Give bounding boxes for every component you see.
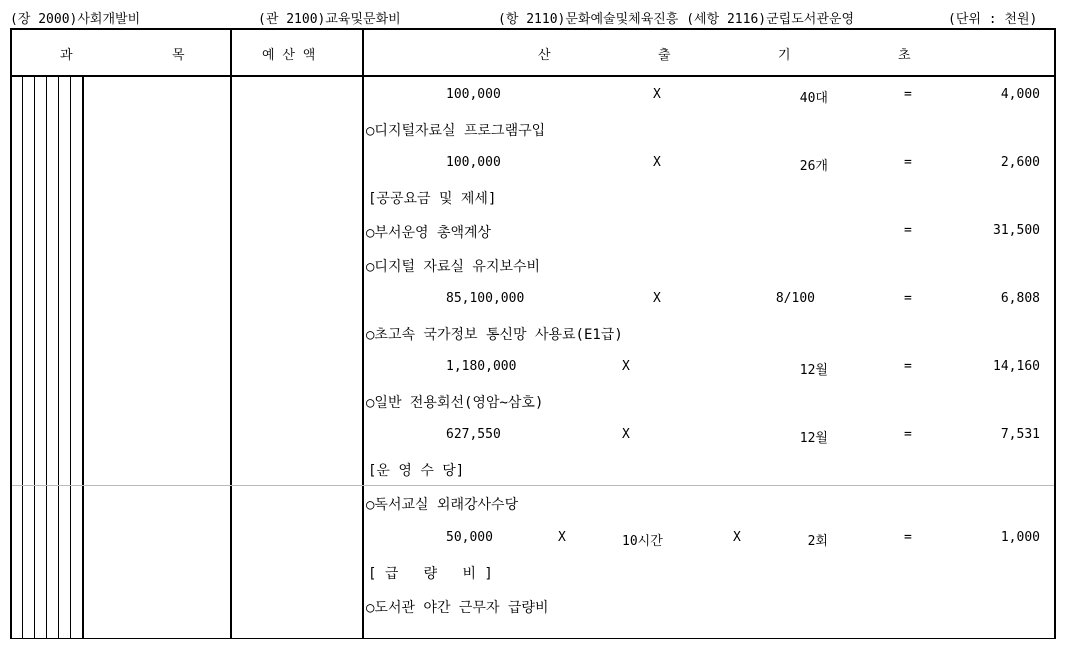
col-head-mok: 목	[172, 48, 185, 63]
col-head-basis-1: 산	[538, 48, 551, 63]
multiply-sign: X	[622, 359, 630, 374]
table-left-border	[10, 28, 12, 639]
calc-result: 2,600	[1000, 155, 1040, 170]
calc-result: 7,531	[1000, 427, 1040, 442]
item-label: ○도서관 야간 근무자 급량비	[366, 600, 549, 616]
multiply-sign: X	[622, 427, 630, 442]
equals-sign: =	[904, 87, 912, 102]
equals-sign: =	[904, 155, 912, 170]
equals-sign: =	[904, 530, 912, 545]
calc-factor: 12월	[799, 363, 828, 378]
calc-amount: 50,000	[446, 530, 493, 545]
calc-amount: 100,000	[446, 155, 501, 170]
hierarchy-line-6	[82, 76, 84, 638]
section-label: [ 급 량 비 ]	[368, 566, 493, 582]
calc-amount: 1,180,000	[446, 359, 517, 374]
multiply-sign: X	[653, 155, 661, 170]
col-head-gwa: 과	[60, 48, 73, 63]
calc-factor: 8/100	[775, 291, 815, 306]
hierarchy-line-2	[34, 76, 35, 638]
col-sep-budget	[230, 28, 232, 639]
calc-factor: 40대	[799, 91, 828, 106]
col-head-basis-4: 초	[898, 48, 911, 63]
item-label: ○디지털자료실 프로그램구입	[366, 123, 546, 139]
hierarchy-line-3	[46, 76, 47, 638]
multiply-sign: X	[653, 87, 661, 102]
equals-sign: =	[904, 291, 912, 306]
section-label: [운 영 수 당]	[368, 463, 465, 479]
item-label: ○부서운영 총액계상	[366, 225, 492, 241]
equals-sign: =	[904, 427, 912, 442]
calc-result: 4,000	[1000, 87, 1040, 102]
table-top-border	[10, 28, 1056, 30]
equals-sign: =	[904, 359, 912, 374]
calc-factor-2: 2회	[807, 534, 828, 549]
calc-amount: 85,100,000	[446, 291, 525, 306]
col-head-basis-2: 출	[658, 48, 671, 63]
table-right-border	[1054, 28, 1056, 639]
equals-sign: =	[904, 223, 912, 238]
col-sep-basis	[362, 28, 364, 639]
calc-factor: 26개	[799, 159, 828, 174]
hierarchy-line-1	[22, 76, 23, 638]
calc-result: 1,000	[1000, 530, 1040, 545]
header-hang: (항 2110)문화예술및체육진흥 (세항 2116)군립도서관운영	[498, 12, 855, 27]
page-break-line	[12, 485, 1054, 486]
calc-factor: 10시간	[622, 534, 663, 549]
item-label: ○디지털 자료실 유지보수비	[366, 259, 541, 275]
header-unit: (단위 : 천원)	[948, 12, 1038, 27]
hierarchy-line-4	[58, 76, 59, 638]
calc-factor: 12월	[799, 431, 828, 446]
col-head-basis-3: 기	[778, 48, 791, 63]
item-label: ○독서교실 외래강사수당	[366, 497, 519, 513]
multiply-sign: X	[733, 530, 741, 545]
calc-result: 6,808	[1000, 291, 1040, 306]
calc-amount: 100,000	[446, 87, 501, 102]
hierarchy-line-5	[70, 76, 71, 638]
header-bottom-border	[10, 75, 1056, 77]
multiply-sign: X	[653, 291, 661, 306]
table-bottom-border	[10, 638, 1056, 639]
calc-result: 14,160	[993, 359, 1040, 374]
header-jang: (장 2000)사회개발비	[10, 12, 141, 27]
item-label: ○일반 전용회선(영암~삼호)	[366, 395, 544, 411]
section-label: [공공요금 및 제세]	[368, 191, 497, 207]
header-gwan: (관 2100)교육및문화비	[258, 12, 401, 27]
item-label: ○초고속 국가정보 통신망 사용료(E1급)	[366, 327, 623, 343]
col-head-budget: 예 산 액	[262, 48, 316, 63]
calc-amount: 627,550	[446, 427, 501, 442]
multiply-sign: X	[558, 530, 566, 545]
calc-result: 31,500	[993, 223, 1040, 238]
